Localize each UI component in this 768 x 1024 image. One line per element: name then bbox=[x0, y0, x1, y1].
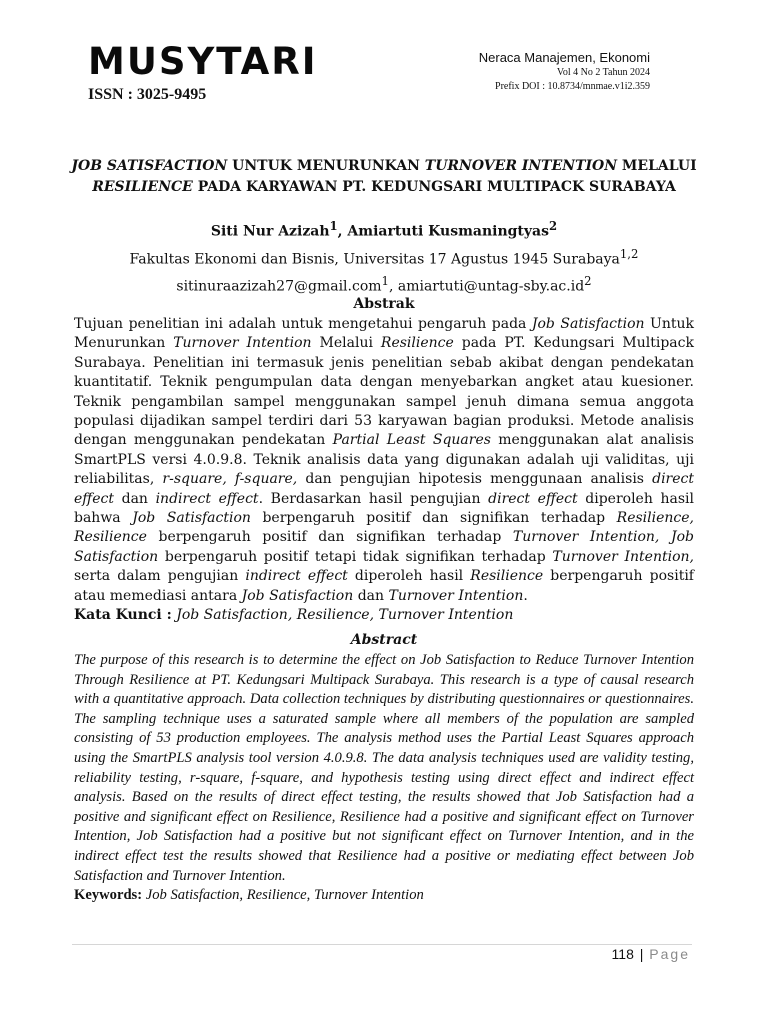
journal-logo: MUSYTARI bbox=[88, 40, 318, 83]
author-separator: , bbox=[337, 223, 348, 240]
keywords bbox=[74, 886, 694, 906]
author-block bbox=[70, 215, 698, 298]
affiliation-sup: 1,2 bbox=[619, 246, 639, 261]
email-1[interactable]: sitinuraazizah27@gmail.com bbox=[176, 278, 382, 295]
journal-doi: Prefix DOI : 10.8734/mnmae.v1i2.359 bbox=[495, 81, 650, 92]
keywords-text: Job Satisfaction, Resilience, Turnover Intention bbox=[142, 887, 424, 904]
title-part: RESILIENCE bbox=[92, 179, 193, 195]
journal-name: Neraca Manajemen, Ekonomi bbox=[478, 50, 650, 65]
page-separator: | bbox=[639, 946, 644, 962]
author-names bbox=[70, 215, 698, 243]
author-1-sup: 1 bbox=[329, 219, 338, 233]
kata-kunci-label: Kata Kunci : bbox=[74, 607, 172, 624]
page-number: 118 bbox=[611, 946, 634, 962]
author-2: Amiartuti Kusmaningtyas bbox=[347, 223, 549, 240]
title-part: JOB SATISFACTION bbox=[71, 158, 228, 174]
page-footer bbox=[612, 946, 690, 962]
affiliation-text: Fakultas Ekonomi dan Bisnis, Universitas 17 Agustus 1945 Surabaya bbox=[129, 251, 620, 268]
email-2[interactable]: amiartuti@untag-sby.ac.id bbox=[397, 278, 585, 295]
journal-header-right bbox=[479, 50, 650, 94]
email-separator: , bbox=[388, 278, 398, 295]
abstract-section bbox=[74, 631, 694, 906]
journal-volume: Vol 4 No 2 Tahun 2024 bbox=[556, 67, 650, 78]
author-affiliation bbox=[70, 243, 698, 271]
issn-number: ISSN : 3025-9495 bbox=[88, 86, 207, 103]
abstrak-heading: Abstrak bbox=[353, 296, 415, 312]
page-label: Page bbox=[649, 946, 690, 962]
abstract-heading: Abstract bbox=[350, 632, 418, 648]
abstract-body: The purpose of this research is to determine the effect on Job Satisfaction to Reduce Turnover Intention Through Resilience at PT. Kedungsari Multipack Surabaya. This research is a type of causal research with a quantitative approach. Data collection techniques by distributing questionnaires or questionnaires. The sampling technique uses a saturated sample where all members of the population are sampled consisting of 53 production employees. The analysis method uses the Partial Least Squares approach using the SmartPLS analysis tool version 4.0.9.8. The data analysis techniques used are validity testing, reliability testing, r-square, f-square, and hypothesis testing using direct effect and indirect effect analysis. Based on the results of direct effect testing, the results showed that Job Satisfaction had a positive and significant effect on Resilience, Resilience had a positive and significant effect on Turnover Intention, Job Satisfaction had a positive but not significant effect on Turnover Intention, and in the indirect effect test the results showed that Resilience had a positive or mediating effect between Job Satisfaction and Turnover Intention. bbox=[74, 652, 694, 884]
footer-divider bbox=[72, 944, 692, 945]
journal-header-left bbox=[88, 40, 318, 104]
abstrak-body: Tujuan penelitian ini adalah untuk mengetahui pengaruh pada Job Satisfaction Untuk Menurunkan Turnover Intention Melalui Resilience pada PT. Kedungsari Multipack Surabaya. Penelitian ini termasuk jenis penelitian sebab akibat dengan pendekatan kuantitatif. Teknik pengumpulan data dengan menyebarkan angket atau kuesioner. Teknik pengambilan sampel menggunakan sampel jenuh dimana semua anggota populasi dijadikan sampel terdiri dari 53 karyawan bagian produksi. Metode analisis dengan menggunakan pendekatan Partial Least Squares menggunakan alat analisis SmartPLS versi 4.0.9.8. Teknik analisis data yang digunakan adalah uji validitas, uji reliabilitas, r-square, f-square, dan pengujian hipotesis menggunaan analisis direct effect dan indirect effect. Berdasarkan hasil pengujian direct effect diperoleh hasil bahwa Job Satisfaction berpengaruh positif dan signifikan terhadap Resilience, Resilience berpengaruh positif dan signifikan terhadap Turnover Intention, Job Satisfaction berpengaruh positif tetapi tidak signifikan terhadap Turnover Intention, serta dalam pengujian indirect effect diperoleh hasil Resilience berpengaruh positif atau memediasi antara Job Satisfaction dan Turnover Intention. bbox=[74, 316, 694, 604]
paper-title bbox=[70, 156, 698, 198]
kata-kunci bbox=[74, 606, 694, 625]
title-part: UNTUK MENURUNKAN bbox=[227, 158, 425, 174]
email-2-sup: 2 bbox=[584, 274, 592, 289]
keywords-label: Keywords: bbox=[74, 887, 143, 904]
title-part: MELALUI bbox=[617, 158, 697, 174]
kata-kunci-text: Job Satisfaction, Resilience, Turnover Intention bbox=[171, 607, 514, 624]
author-2-sup: 2 bbox=[548, 219, 558, 233]
abstrak-section bbox=[74, 295, 694, 626]
email-1-sup: 1 bbox=[381, 274, 389, 289]
title-part: TURNOVER INTENTION bbox=[424, 158, 618, 174]
title-part: PADA KARYAWAN PT. KEDUNGSARI MULTIPACK SURABAYA bbox=[192, 179, 676, 195]
author-1: Siti Nur Azizah bbox=[210, 223, 330, 240]
author-emails bbox=[70, 270, 698, 298]
